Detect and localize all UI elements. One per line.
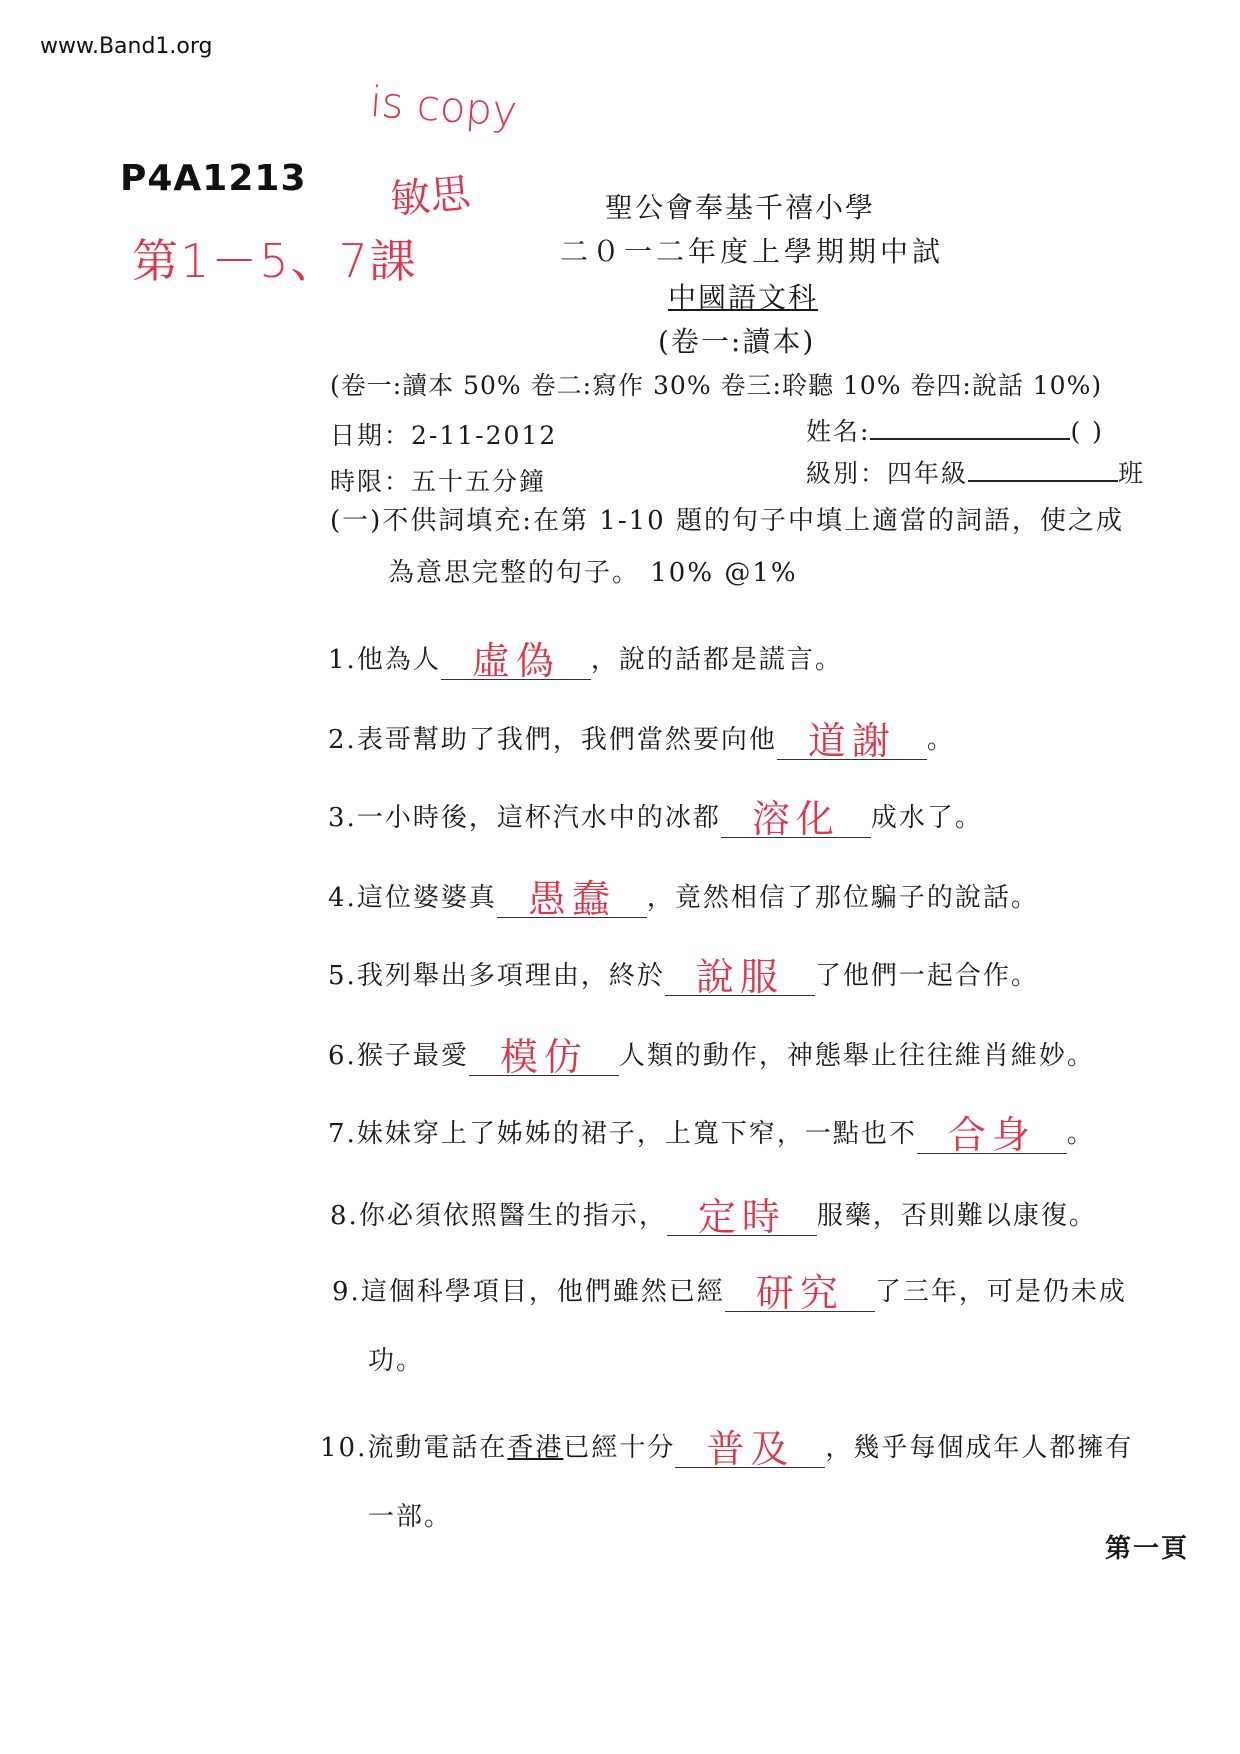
website-url: www.Band1.org — [40, 34, 213, 59]
question-10-cont: 一部。 — [368, 1502, 453, 1532]
exam-date: 日期：2-11-2012 — [330, 421, 558, 450]
handwritten-copy-note: is copy — [368, 76, 519, 137]
answer: 虛偽 — [471, 639, 560, 683]
subject-title: 中國語文科 — [668, 281, 819, 314]
question-10: 10.流動電話在香港已經十分 普及 ，幾乎每個成年人都擁有 — [320, 1412, 1133, 1468]
question-2: 2.表哥幫助了我們，我們當然要向他 道謝 。 — [328, 704, 955, 760]
question-9: 9.這個科學項目，他們雖然已經 研究 了三年，可是仍未成 — [332, 1256, 1127, 1312]
handwritten-lessons-note: 第1－5、7課 — [132, 234, 418, 288]
answer: 愚蠢 — [527, 877, 616, 921]
paper-title: (卷一:讀本) — [658, 325, 816, 358]
class-label: 級別：四年級 — [806, 459, 969, 488]
question-6: 6.猴子最愛 模仿 人類的動作，神態舉止往往維肖維妙。 — [328, 1020, 1095, 1076]
question-1: 1.他為人 虛偽 ，說的話都是謊言。 — [328, 624, 843, 680]
question-3: 3.一小時後，這杯汽水中的冰都 溶化 成水了。 — [328, 782, 983, 838]
name-field — [806, 412, 1104, 448]
answer: 研究 — [755, 1271, 844, 1315]
handwritten-signature: 敏思 — [388, 170, 473, 224]
answer-blank[interactable] — [721, 782, 871, 841]
answer-blank[interactable] — [667, 1180, 817, 1239]
answer-blank[interactable] — [441, 624, 591, 683]
school-name: 聖公會奉基千禧小學 — [605, 191, 876, 224]
answer: 定時 — [697, 1195, 786, 1239]
time-limit: 時限：五十五分鐘 — [330, 467, 547, 496]
answer-blank[interactable] — [675, 1412, 825, 1471]
answer: 說服 — [695, 955, 784, 999]
question-5: 5.我列舉出多項理由，終於 說服 了他們一起合作。 — [328, 940, 1039, 996]
answer-blank[interactable] — [469, 1020, 619, 1079]
question-4: 4.這位婆婆真 愚蠢 ，竟然相信了那位騙子的說話。 — [328, 862, 1039, 918]
question-9-cont: 功。 — [368, 1346, 425, 1376]
class-suffix: 班 — [1118, 459, 1146, 488]
class-field — [806, 454, 1145, 490]
section-instructions: (一)不供詞填充:在第 1-10 題的句子中填上適當的詞語，使之成 — [330, 506, 1124, 536]
exam-title: 二０一二年度上學期期中試 — [560, 235, 945, 268]
answer-blank[interactable] — [497, 862, 647, 921]
paper-code: P4A1213 — [120, 158, 307, 199]
answer: 模仿 — [499, 1035, 588, 1079]
question-8: 8.你必須依照醫生的指示， 定時 服藥，否則難以康復。 — [330, 1180, 1097, 1236]
answer-blank[interactable] — [665, 940, 815, 999]
class-number-paren: ( ) — [1070, 417, 1104, 446]
answer: 溶化 — [751, 797, 840, 841]
answer-blank[interactable] — [917, 1098, 1067, 1157]
answer: 道謝 — [807, 719, 896, 763]
paper-weights: (卷一:讀本 50% 卷二:寫作 30% 卷三:聆聽 10% 卷四:說話 10%) — [330, 371, 1103, 400]
answer-blank[interactable] — [725, 1256, 875, 1315]
answer: 普及 — [706, 1427, 795, 1471]
question-7: 7.妹妹穿上了姊姊的裙子，上寬下窄，一點也不 合身 。 — [328, 1098, 1095, 1154]
answer-blank[interactable] — [777, 704, 927, 763]
answer: 合身 — [947, 1113, 1036, 1157]
name-label: 姓名: — [806, 417, 871, 446]
page-number: 第一頁 — [1105, 1534, 1190, 1564]
section-instructions-cont: 為意思完整的句子。 10% @1% — [388, 558, 798, 588]
